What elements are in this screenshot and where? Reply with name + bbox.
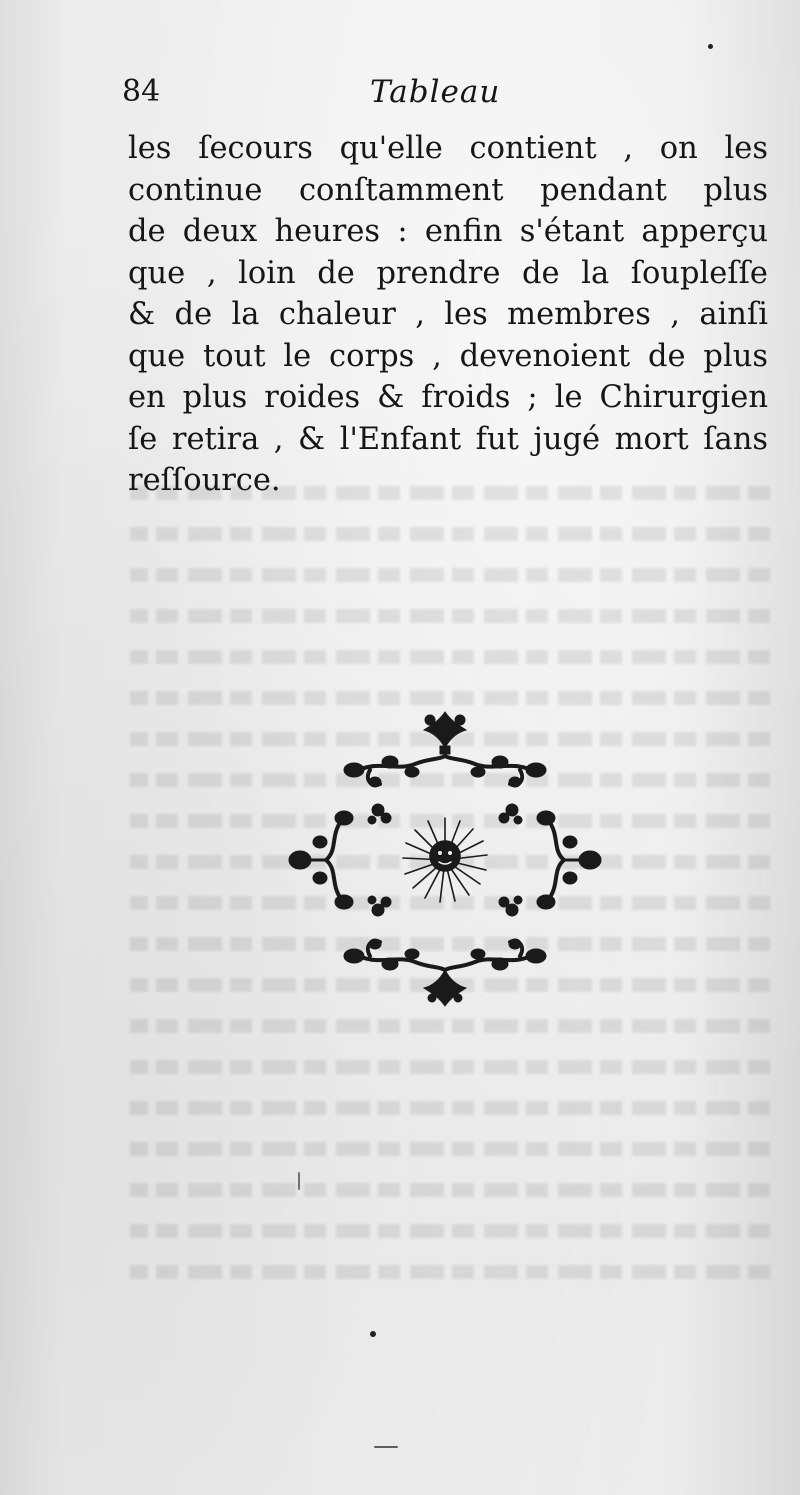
text-line: continue conſtamment pendant plus xyxy=(128,172,768,208)
body-text xyxy=(128,128,768,502)
ink-speck xyxy=(370,1331,376,1337)
text-line: & de la chaleur , les membres , ainſi xyxy=(128,297,768,332)
text-line: que , loin de prendre de la ſoupleſſe xyxy=(128,255,768,291)
bottom-leaves xyxy=(344,939,546,970)
text-line: reſſource. xyxy=(128,463,281,498)
top-fleur xyxy=(424,712,466,754)
top-leaves xyxy=(344,756,546,787)
ink-speck xyxy=(374,1446,398,1448)
text-line: ſe retira , & l'Enfant fut jugé mort ſans xyxy=(128,421,768,457)
text-line: que tout le corps , devenoient de plus xyxy=(128,338,768,374)
text-line: de deux heures : enfin s'étant apperçu xyxy=(128,214,768,249)
page-header xyxy=(122,72,762,116)
central-sunburst xyxy=(403,818,487,902)
left-scroll xyxy=(326,820,342,900)
fleuron-ornament xyxy=(280,700,610,1020)
running-head: Tableau xyxy=(370,74,501,110)
text-line: les ſecours qu'elle contient , on les xyxy=(128,131,768,166)
ink-speck xyxy=(708,44,713,49)
ink-speck xyxy=(298,1172,300,1190)
bottom-fleur xyxy=(424,970,466,1006)
right-scroll xyxy=(548,820,564,900)
page-number: 84 xyxy=(122,74,161,109)
text-line: en plus roides & froids ; le Chirurgien xyxy=(128,380,768,415)
